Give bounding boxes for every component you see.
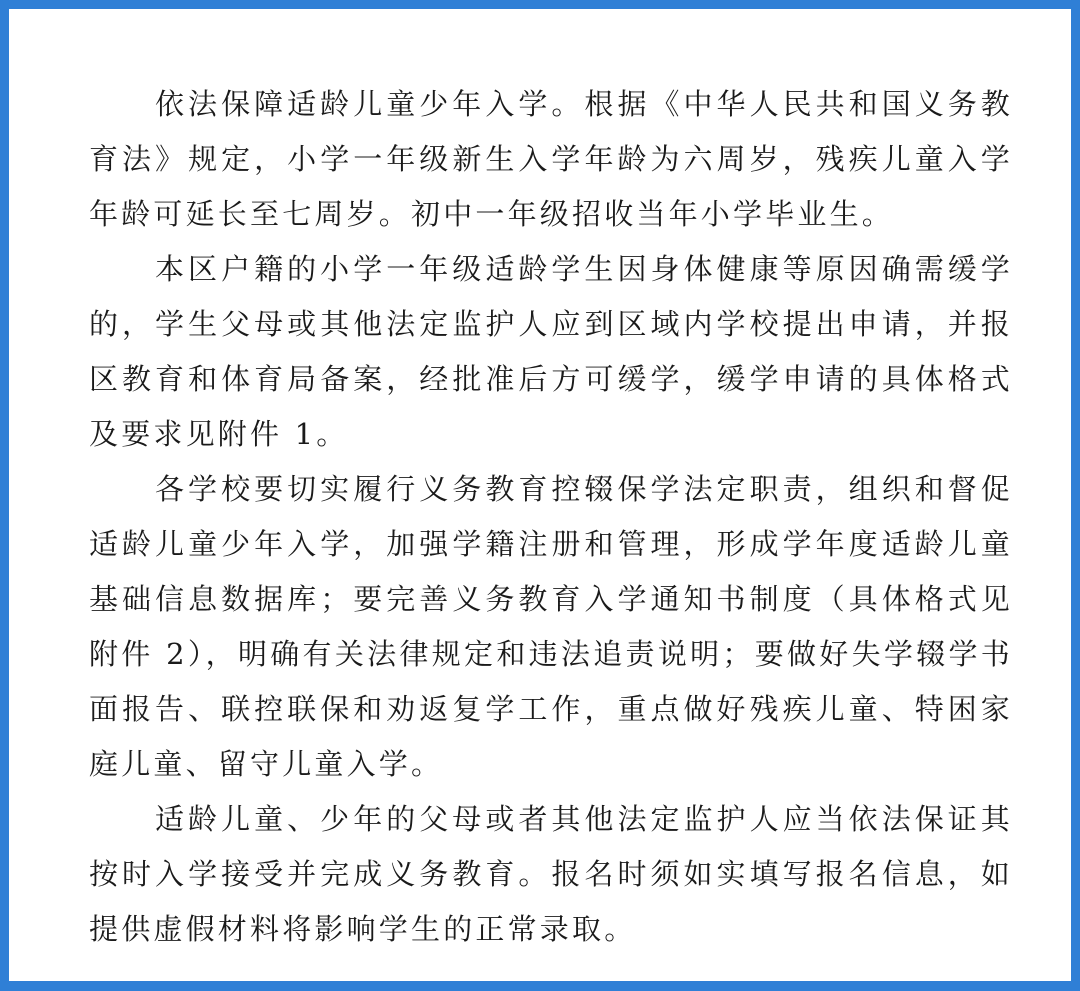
paragraph-guardian-obligations: 适龄儿童、少年的父母或者其他法定监护人应当依法保证其按时入学接受并完成义务教育。报名时须如实填写报名信息，如提供虚假材料将影响学生的正常录取。 [89, 802, 1013, 946]
paragraph-deferred-enrollment: 本区户籍的小学一年级适龄学生因身体健康等原因确需缓学的，学生父母或其他法定监护人应到区域内学校提出申请，并报区教育和体育局备案，经批准后方可缓学，缓学申请的具体格式及要求见附件 1。 [89, 252, 1013, 451]
document-body [89, 77, 1013, 957]
paragraph-enrollment-age: 依法保障适龄儿童少年入学。根据《中华人民共和国义务教育法》规定，小学一年级新生入学年龄为六周岁，残疾儿童入学年龄可延长至七周岁。初中一年级招收当年小学毕业生。 [89, 87, 1013, 231]
document-frame [9, 9, 1071, 981]
paragraph-school-duties: 各学校要切实履行义务教育控辍保学法定职责，组织和督促适龄儿童少年入学，加强学籍注册和管理，形成学年度适龄儿童基础信息数据库；要完善义务教育入学通知书制度（具体格式见附件 2），明确有关法律规定和违法追责说明；要做好失学辍学书面报告、联控联保和劝返复学工作，重点做好残疾儿童、特困家庭儿童、留守儿童入学。 [89, 472, 1013, 781]
